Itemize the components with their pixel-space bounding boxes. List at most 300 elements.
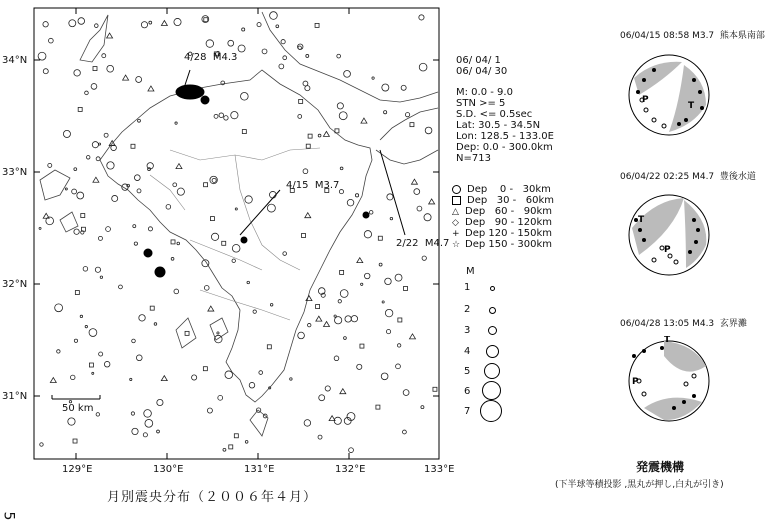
epicenter-marker: [229, 445, 233, 449]
epicenter-marker: [136, 355, 142, 361]
epicenter-marker: [107, 65, 114, 72]
param-block: [456, 55, 554, 164]
epicenter-marker: [212, 178, 216, 182]
kyushu-coastline: [100, 70, 372, 402]
epicenter-marker: [337, 54, 341, 58]
mechanism-caption: 発震機構: [636, 460, 685, 474]
epicenter-marker: [433, 387, 437, 391]
annotation-date: 4/28: [184, 52, 207, 63]
mag-circle-icon: [480, 400, 502, 422]
map-caption: 月別震央分布（２００６年４月）: [107, 490, 318, 505]
epicenter-marker: [306, 296, 312, 301]
epicenter-marker: [351, 316, 357, 322]
epicenter-marker: [207, 408, 212, 413]
epicenter-marker: [204, 18, 208, 22]
epicenter-marker: [306, 54, 309, 57]
epicenter-marker: [382, 301, 384, 303]
epicenter-marker: [75, 291, 79, 295]
epicenter-marker: [360, 344, 364, 348]
param-date-to: 06/ 04/ 30: [456, 66, 508, 77]
epicenter-marker: [316, 316, 322, 321]
depth-legend-row: Dep 30 - 60km: [452, 195, 554, 206]
param-date-from: 06/ 04/ 1: [456, 55, 501, 66]
epicenter-marker: [38, 52, 46, 60]
epicenter-marker: [134, 175, 140, 181]
mag-legend-title: M: [466, 266, 475, 277]
param-sd: S.D. <= 0.5sec: [456, 109, 533, 120]
depth-legend-row: ☆ Dep 150 - 300km: [452, 239, 553, 250]
mag-circle-icon: [489, 307, 496, 314]
mag-legend-label: 6: [464, 386, 471, 397]
epicenter-marker: [364, 273, 370, 279]
epicenter-marker: [148, 227, 152, 231]
epicenter-marker: [85, 325, 87, 327]
mag-circle-icon: [490, 286, 495, 291]
epicenter-marker: [402, 430, 406, 434]
epicenter-marker: [141, 22, 147, 28]
map-frame: [34, 8, 439, 459]
epicenter-marker: [361, 118, 367, 123]
epicenter-marker: [204, 286, 209, 291]
epicenter-marker: [208, 306, 214, 311]
epicenter-marker: [338, 300, 341, 303]
epicenter-marker: [92, 142, 98, 148]
epicenter-marker: [93, 67, 97, 71]
epicenter-marker: [318, 134, 321, 137]
epicenter-marker: [267, 345, 271, 349]
epicenter-marker: [74, 70, 80, 76]
epicenter-marker: [318, 435, 322, 439]
lon-label-129: 129°E: [62, 464, 93, 475]
mag-circle-icon: [482, 381, 501, 400]
epicenter-marker: [235, 208, 237, 210]
epicenter-marker: [69, 20, 76, 27]
epicenter-marker: [131, 144, 135, 148]
mag-legend-label: 5: [464, 366, 471, 377]
focal-mechanism-1: [624, 50, 714, 140]
mech-1-title: 06/04/15 08:58 M3.7 熊本県南部: [620, 31, 765, 41]
epicenter-marker: [419, 63, 427, 71]
epicenter-marker: [396, 364, 401, 369]
epicenter-marker: [305, 86, 310, 91]
epicenter-marker: [85, 91, 89, 95]
epicenter-marker: [241, 92, 249, 100]
epicenter-marker: [78, 107, 82, 111]
epicenter-marker: [372, 77, 374, 79]
epicenter-marker: [361, 283, 363, 285]
epicenter-marker: [148, 86, 154, 91]
epicenter-marker: [339, 190, 343, 194]
epicenter-marker: [234, 434, 238, 438]
epicenter-marker: [219, 113, 224, 118]
epicenter-marker: [323, 131, 329, 136]
mech-2-title: 06/04/22 02:25 M4.7 豊後水道: [620, 172, 756, 182]
epicenter-marker: [145, 419, 153, 427]
epicenter-marker: [174, 289, 179, 294]
epicenter-marker: [316, 305, 320, 309]
annotation-0222: [396, 238, 449, 249]
epicenter-marker: [299, 99, 303, 103]
epicenter-marker: [77, 192, 84, 199]
epicenter-marker: [267, 204, 275, 212]
epicenter-marker: [409, 334, 415, 339]
epicenter-marker: [177, 242, 180, 245]
epicenter-marker: [157, 430, 160, 433]
mechanism-subcaption: (下半球等積投影 ,黒丸が押し,白丸が引き): [555, 480, 724, 490]
epicenter-marker: [382, 84, 389, 91]
epicenter-marker: [95, 267, 100, 272]
mag-legend-label: 7: [464, 406, 471, 417]
epicenter-marker: [171, 240, 175, 244]
epicenter-marker: [68, 418, 75, 425]
epicenter-marker: [369, 211, 373, 215]
epicenter-marker: [385, 278, 392, 285]
mag-legend-label: 1: [464, 282, 471, 293]
epicenter-marker: [83, 267, 88, 272]
epicenter-marker: [414, 189, 420, 195]
epicenter-marker: [94, 24, 98, 28]
lon-label-133: 133°E: [424, 464, 455, 475]
page-number: 5: [0, 511, 17, 521]
epicenter-marker: [337, 103, 343, 109]
epicenter-marker: [96, 413, 99, 416]
epicenter-marker: [385, 309, 392, 316]
param-m-range: M: 0.0 - 9.0: [456, 87, 513, 98]
epicenter-marker: [334, 356, 339, 361]
epicenter-marker: [57, 350, 60, 353]
epicenter-marker: [231, 112, 238, 119]
mag-legend-label: 4: [464, 346, 471, 357]
epicenter-marker: [203, 367, 207, 371]
epicenter-marker: [410, 123, 414, 127]
epicenter-marker: [143, 433, 147, 437]
epicenter-marker: [290, 378, 292, 380]
epicenter-marker: [245, 441, 248, 444]
epicenter-marker: [139, 315, 145, 321]
plus-icon: +: [452, 229, 460, 239]
epicenter-marker: [154, 323, 157, 326]
epicenter-marker: [107, 33, 113, 38]
param-n: N=713: [456, 153, 491, 164]
epicenter-marker: [81, 214, 85, 218]
t-axis-label: T: [638, 215, 645, 225]
prefecture-boundaries: [150, 148, 320, 320]
epicenter-marker: [222, 241, 226, 245]
epicenter-marker: [283, 56, 287, 60]
epicenter-marker: [307, 323, 310, 326]
epicenter-marker: [211, 233, 218, 240]
epicenter-marker: [166, 205, 171, 210]
epicenter-marker: [384, 111, 387, 114]
epicenter-marker: [344, 70, 351, 77]
epicenter-marker: [39, 227, 41, 229]
epicenter-marker: [102, 54, 106, 58]
t-axis-label: T: [688, 101, 695, 111]
epicenter-marker: [223, 448, 226, 451]
epicenter-marker: [349, 448, 354, 453]
epicenter-marker: [339, 112, 347, 120]
annotation-date: 4/15: [286, 180, 309, 191]
epicenter-marker: [425, 127, 432, 134]
epicenter-marker: [306, 144, 310, 148]
epicenter-marker: [340, 270, 344, 274]
epicenter-marker: [232, 259, 235, 262]
epicenter-marker: [232, 244, 240, 252]
epicenter-marker: [218, 395, 223, 400]
epicenter-marker: [43, 69, 48, 74]
annotation-mag: M4.7: [424, 238, 450, 249]
epicenter-marker: [249, 382, 255, 388]
epicenter-marker: [395, 274, 402, 281]
epicenter-marker: [417, 206, 422, 211]
epicenter-marker: [134, 242, 137, 245]
t-axis-label: T: [664, 336, 671, 345]
epicenter-marker: [390, 217, 393, 220]
epicenter-marker: [171, 257, 174, 260]
epicenter-marker: [217, 332, 219, 334]
epicenter-marker: [357, 258, 363, 263]
epicenter-marker: [43, 22, 48, 27]
epicenter-marker: [376, 405, 380, 409]
epicenter-markers: [38, 12, 437, 453]
epicenter-marker: [270, 304, 273, 307]
epicenter-marker: [355, 194, 358, 197]
p-axis-label: P: [664, 245, 671, 255]
annotation-date: 2/22: [396, 238, 419, 249]
epicenter-marker: [315, 23, 319, 27]
annotation-mag: M4.3: [212, 52, 238, 63]
epicenter-marker: [206, 40, 214, 48]
epicenter-marker: [130, 378, 132, 380]
epicenter-marker: [224, 116, 228, 120]
epicenter-marker: [174, 18, 181, 25]
epicenter-marker: [340, 290, 348, 298]
epicenter-marker: [177, 188, 184, 195]
epicenter-marker: [340, 167, 343, 170]
epicenter-marker: [238, 45, 245, 52]
epicenter-marker: [175, 122, 177, 124]
epicenter-marker: [104, 133, 108, 137]
epicenter-marker: [144, 410, 152, 418]
epicenter-marker: [301, 233, 305, 237]
epicenter-marker: [329, 416, 335, 421]
epicenter-marker: [225, 371, 233, 379]
epicenter-marker: [378, 236, 382, 240]
depth-legend-row: Dep 0 - 30km: [452, 184, 554, 195]
mag-circle-icon: [484, 363, 500, 379]
lat-label-32: 32°N: [2, 279, 28, 290]
epicenter-marker: [398, 318, 402, 322]
epicenter-marker: [421, 406, 424, 409]
param-stn: STN >= 5: [456, 98, 506, 109]
epicenter-marker: [65, 188, 67, 190]
epicenter-marker: [99, 143, 101, 145]
epicenter-marker: [98, 236, 102, 240]
mag-legend-label: 2: [464, 304, 471, 315]
epicenter-marker: [92, 372, 94, 374]
epicenter-marker: [43, 213, 49, 218]
epicenter-marker: [345, 316, 351, 322]
square-icon: [452, 196, 461, 205]
depth-legend-row: △ Dep 60 - 90km: [452, 206, 553, 217]
lat-label-34: 34°N: [2, 55, 28, 66]
annotation-0428: [184, 52, 237, 63]
epicenter-marker: [93, 177, 99, 182]
focal-mechanism-3: [624, 336, 714, 426]
epicenter-marker: [132, 339, 136, 343]
epicenter-marker: [319, 395, 325, 401]
epicenter-marker: [259, 371, 263, 375]
epicenter-marker: [123, 75, 129, 80]
epicenter-marker: [210, 217, 214, 221]
epicenter-marker: [281, 40, 285, 44]
epicenter-marker: [245, 196, 252, 203]
epicenter-marker: [424, 214, 431, 221]
depth-legend: [452, 184, 554, 250]
epicenter-marker: [276, 25, 279, 28]
epicenter-marker: [80, 315, 82, 317]
axis-ticks: [34, 8, 439, 459]
epicenter-marker: [131, 412, 134, 415]
mag-circle-icon: [486, 345, 499, 358]
epicenter-marker: [357, 364, 362, 369]
epicenter-marker: [401, 85, 406, 90]
focal-mechanism-2: [624, 190, 714, 280]
p-axis-label: P: [642, 95, 649, 105]
annotation-mag: M3.7: [314, 180, 340, 191]
epicenter-marker: [48, 38, 53, 43]
epicenter-marker: [63, 130, 70, 137]
epicenter-marker: [137, 189, 141, 193]
circle-icon: [452, 185, 461, 194]
epicenter-marker: [40, 443, 43, 446]
epicenter-marker: [78, 18, 85, 25]
epicenter-marker: [253, 310, 256, 313]
epicenter-marker: [48, 163, 52, 167]
epicenter-marker: [214, 114, 218, 118]
epicenter-marker: [387, 194, 393, 200]
epicenter-marker: [72, 189, 77, 194]
epicenter-marker: [50, 378, 56, 383]
epicenter-marker: [304, 420, 311, 427]
epicenter-marker: [335, 317, 342, 324]
epicenter-marker: [132, 428, 138, 434]
epicenter-marker: [89, 329, 97, 337]
epicenter-marker: [119, 285, 123, 289]
mech-3-title: 06/04/28 13:05 M4.3 玄界灘: [620, 319, 747, 329]
epicenter-marker: [71, 375, 76, 380]
epicenter-marker: [386, 330, 390, 334]
epicenter-marker: [422, 256, 426, 260]
param-lon: Lon: 128.5 - 133.0E: [456, 131, 554, 142]
epicenter-marker: [107, 162, 114, 169]
epicenter-marker: [204, 183, 208, 187]
epicenter-marker: [379, 263, 382, 266]
triangle-icon: △: [452, 207, 459, 217]
epicenter-marker: [73, 439, 77, 443]
epicenter-marker: [325, 386, 330, 391]
epicenter-marker: [106, 227, 111, 232]
epicenter-marker: [270, 12, 278, 20]
islands: [40, 15, 268, 436]
epicenter-marker: [150, 306, 154, 310]
param-lat: Lat: 30.5 - 34.5N: [456, 120, 541, 131]
epicenter-marker: [429, 199, 435, 204]
epicenter-marker: [247, 281, 250, 284]
epicenter-marker: [89, 363, 93, 367]
scale-bar: [52, 395, 100, 399]
epicenter-marker: [96, 157, 100, 161]
epicenter-marker: [173, 183, 177, 187]
epicenter-marker: [308, 134, 312, 138]
epicenter-marker: [104, 361, 110, 367]
epicenter-marker: [74, 229, 79, 234]
depth-legend-row: + Dep 120 - 150km: [452, 228, 553, 239]
epicenter-marker: [298, 115, 302, 119]
epicenter-marker: [138, 119, 141, 122]
epicenter-marker: [419, 15, 424, 20]
epicenter-marker: [161, 376, 167, 381]
epicenter-marker: [157, 399, 163, 405]
epicenter-marker: [347, 199, 354, 206]
epicenter-marker: [298, 332, 305, 339]
epicenter-marker: [136, 77, 142, 83]
epicenter-marker: [283, 252, 287, 256]
epicenter-marker: [228, 40, 234, 46]
epicenter-marker: [55, 304, 63, 312]
mag-legend-label: 3: [464, 325, 471, 336]
epicenter-marker: [364, 231, 371, 238]
epicenter-marker: [340, 389, 346, 394]
epicenter-marker: [262, 49, 267, 54]
epicenter-marker: [74, 168, 77, 171]
lon-label-132: 132°E: [335, 464, 366, 475]
epicenter-marker: [149, 21, 152, 24]
p-axis-label: P: [632, 377, 639, 387]
epicenter-marker: [176, 164, 182, 169]
epicenter-marker: [397, 344, 400, 347]
lat-label-31: 31°N: [2, 391, 28, 402]
depth-legend-row: ◇ Dep 90 - 120km: [452, 217, 553, 228]
epicenter-marker: [161, 20, 167, 25]
lon-label-131: 131°E: [244, 464, 275, 475]
epicenter-marker: [411, 179, 417, 184]
epicenter-marker: [279, 64, 284, 69]
epicenter-marker: [344, 337, 347, 340]
epicenter-marker: [303, 169, 308, 174]
diamond-icon: ◇: [452, 218, 459, 228]
epicenter-marker: [381, 373, 388, 380]
epicenter-marker: [324, 322, 330, 327]
epicenter-marker: [242, 28, 245, 31]
param-dep: Dep: 0.0 - 300.0km: [456, 142, 553, 153]
epicenter-marker: [404, 286, 408, 290]
annotation-leaders: [185, 70, 405, 235]
scale-label: 50 km: [62, 403, 94, 414]
epicenter-marker: [99, 352, 103, 356]
epicenter-marker: [74, 339, 77, 342]
epicenter-marker: [405, 113, 409, 117]
epicenter-marker: [305, 213, 311, 218]
lat-label-33: 33°N: [2, 167, 28, 178]
lon-label-130: 130°E: [153, 464, 184, 475]
epicenter-marker: [86, 156, 90, 160]
epicenter-marker: [133, 225, 136, 228]
epicenter-marker: [403, 390, 409, 396]
epicenter-marker: [100, 276, 102, 278]
epicenter-marker: [185, 331, 189, 335]
epicenter-marker: [192, 375, 197, 380]
